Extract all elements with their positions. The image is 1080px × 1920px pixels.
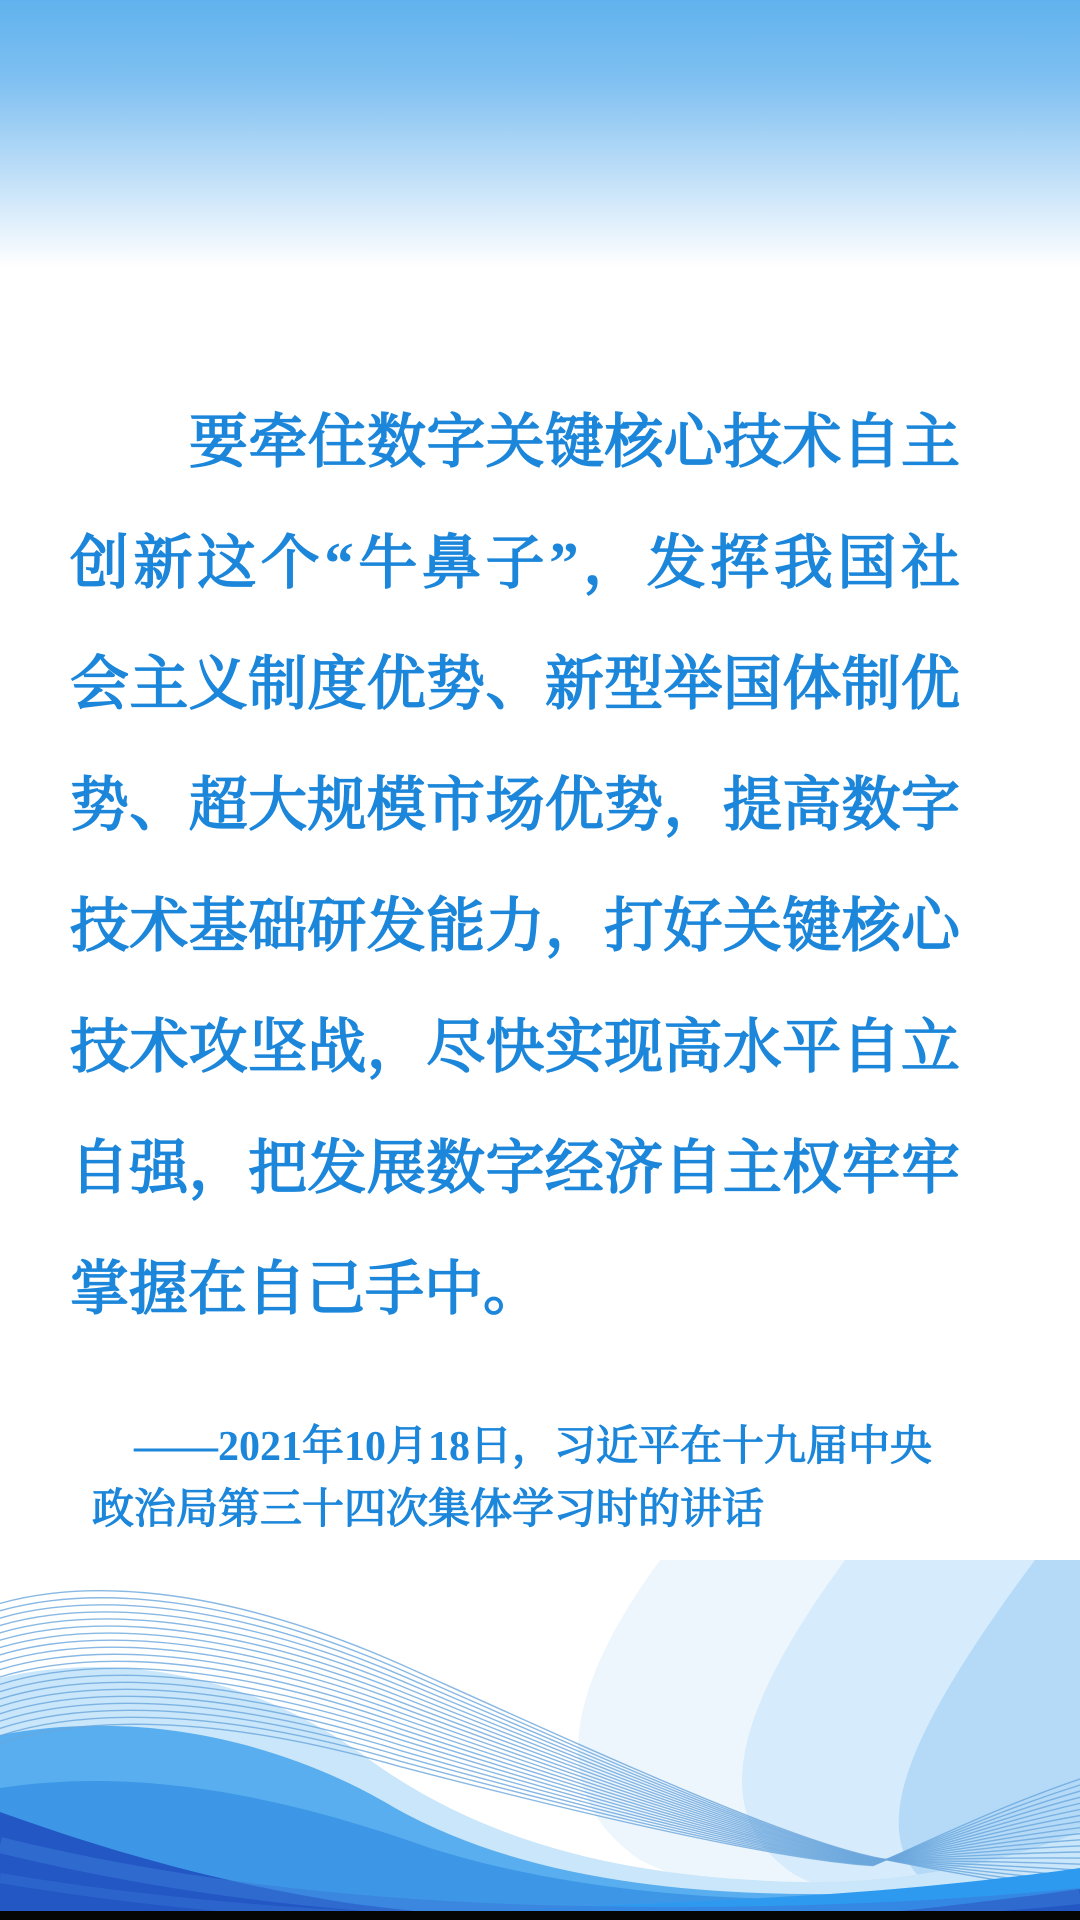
quote-line: 会主义制度优势、新型举国体制优: [70, 651, 960, 717]
quote-line: 掌握在自己手中。: [70, 1256, 543, 1322]
quote-line: 势、超大规模市场优势，提高数字: [70, 772, 960, 838]
attribution: [92, 1416, 1012, 1542]
attribution-line: ——2021年10月18日，习近平在十九届中央: [134, 1424, 933, 1470]
quote-line: 自强，把发展数字经济自主权牢牢: [70, 1135, 960, 1201]
quote-line: 技术基础研发能力，打好关键核心: [70, 893, 960, 959]
attribution-line: 政治局第三十四次集体学习时的讲话: [92, 1487, 765, 1533]
quote-line: 技术攻坚战，尽快实现高水平自立: [70, 1014, 960, 1080]
quote-line: 要牵住数字关键核心技术自主: [189, 409, 960, 475]
top-gradient-decoration: [0, 0, 1080, 268]
bottom-waves-decoration: [0, 1560, 1080, 1920]
quote-line: 创新这个“牛鼻子”，发挥我国社: [70, 530, 960, 596]
quote-block: [70, 382, 960, 1350]
